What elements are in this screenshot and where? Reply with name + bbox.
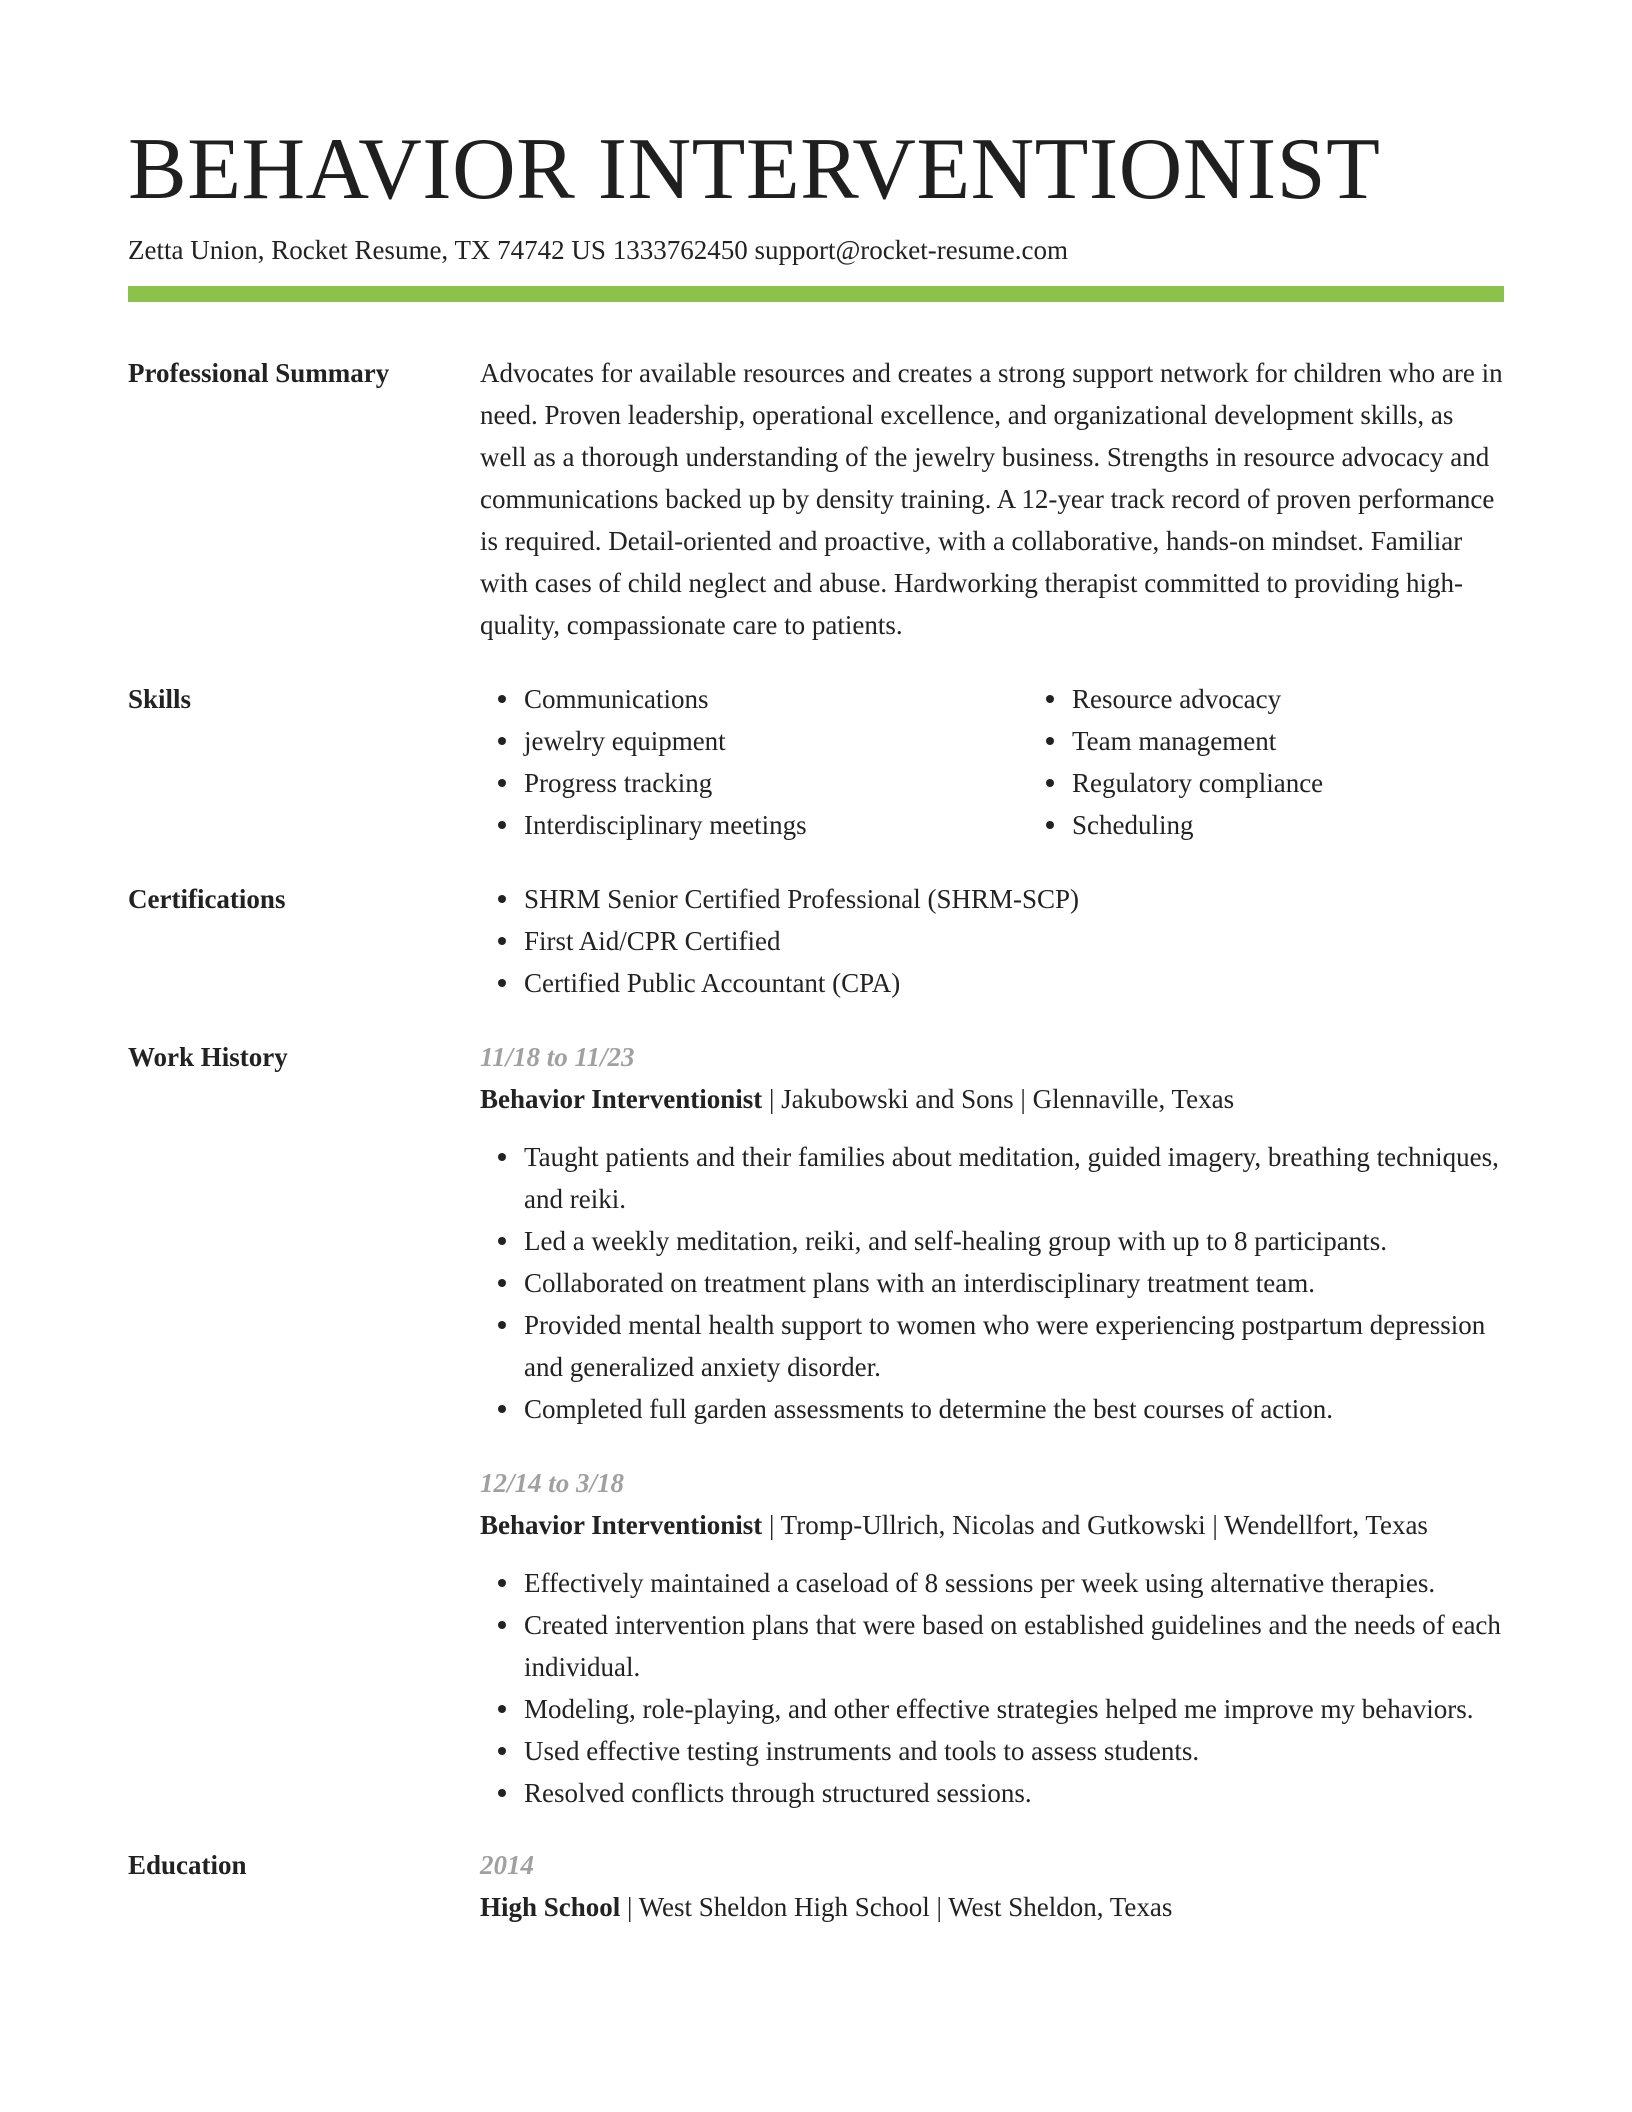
certification-item: SHRM Senior Certified Professional (SHRM-SCP) (524, 878, 1504, 920)
certifications-section (128, 878, 1504, 1004)
job-dates: 11/18 to 11/23 (480, 1042, 635, 1072)
skills-grid (480, 678, 1576, 846)
skill-item: Resource advocacy (1072, 678, 1576, 720)
job-bullet: Provided mental health support to women who were experiencing postpartum depression and generalized anxiety disorder. (524, 1304, 1504, 1388)
certifications-label: Certifications (128, 884, 286, 914)
skill-item: Scheduling (1072, 804, 1576, 846)
job-entry (480, 1462, 1504, 1814)
summary-section (128, 352, 1504, 646)
certifications-list (480, 878, 1504, 1004)
skill-item: Interdisciplinary meetings (524, 804, 1028, 846)
job-bullets (480, 1136, 1504, 1430)
work-history-label: Work History (128, 1042, 288, 1072)
certification-item: First Aid/CPR Certified (524, 920, 1504, 962)
work-history-section (128, 1036, 1504, 1814)
skills-list-left (480, 678, 1028, 846)
skill-item: Regulatory compliance (1072, 762, 1576, 804)
job-bullet: Created intervention plans that were based on established guidelines and the needs of each individual. (524, 1604, 1504, 1688)
skill-item: jewelry equipment (524, 720, 1028, 762)
job-details: | Tromp-Ullrich, Nicolas and Gutkowski | Wendellfort, Texas (762, 1510, 1428, 1540)
summary-label: Professional Summary (128, 358, 390, 388)
education-degree: High School (480, 1892, 621, 1922)
job-bullet: Collaborated on treatment plans with an interdisciplinary treatment team. (524, 1262, 1504, 1304)
job-bullet: Resolved conflicts through structured sessions. (524, 1772, 1504, 1814)
skill-item: Progress tracking (524, 762, 1028, 804)
accent-divider (128, 286, 1504, 302)
education-date: 2014 (480, 1850, 534, 1880)
skill-item: Team management (1072, 720, 1576, 762)
education-details: | West Sheldon High School | West Sheldon, Texas (620, 1892, 1173, 1922)
skill-item: Communications (524, 678, 1028, 720)
job-dates: 12/14 to 3/18 (480, 1468, 625, 1498)
job-title: Behavior Interventionist (480, 1510, 763, 1540)
contact-line: Zetta Union, Rocket Resume, TX 74742 US 1333762450 support@rocket-resume.com (128, 235, 1068, 265)
education-label: Education (128, 1850, 247, 1880)
job-entry (480, 1036, 1504, 1430)
skills-section (128, 678, 1504, 846)
job-bullet: Modeling, role-playing, and other effective strategies helped me improve my behaviors. (524, 1688, 1504, 1730)
education-section (128, 1844, 1504, 1928)
summary-text: Advocates for available resources and creates a strong support network for children who are in need. Proven leadership, operational excellence, and organizational development skills, as well as a thorough understanding of the jewelry business. Strengths in resource advocacy and communications backed up by density training. A 12-year track record of proven performance is required. Detail-oriented and proactive, with a collaborative, hands-on mindset. Familiar with cases of child neglect and abuse. Hardworking therapist committed to providing high-quality, compassionate care to patients. (480, 358, 1503, 640)
job-bullet: Taught patients and their families about meditation, guided imagery, breathing techniques, and reiki. (524, 1136, 1504, 1220)
job-bullets (480, 1562, 1504, 1814)
job-bullet: Effectively maintained a caseload of 8 sessions per week using alternative therapies. (524, 1562, 1504, 1604)
job-bullet: Led a weekly meditation, reiki, and self-healing group with up to 8 participants. (524, 1220, 1504, 1262)
certification-item: Certified Public Accountant (CPA) (524, 962, 1504, 1004)
resume-title: BEHAVIOR INTERVENTIONIST (128, 121, 1381, 218)
job-bullet: Completed full garden assessments to determine the best courses of action. (524, 1388, 1504, 1430)
job-details: | Jakubowski and Sons | Glennaville, Texas (762, 1084, 1235, 1114)
education-heading (480, 1886, 1504, 1928)
skills-label: Skills (128, 684, 192, 714)
job-bullet: Used effective testing instruments and tools to assess students. (524, 1730, 1504, 1772)
job-heading (480, 1504, 1504, 1546)
job-heading (480, 1078, 1504, 1120)
resume-page (128, 118, 1504, 1928)
job-title: Behavior Interventionist (480, 1084, 763, 1114)
skills-list-right (1028, 678, 1576, 846)
